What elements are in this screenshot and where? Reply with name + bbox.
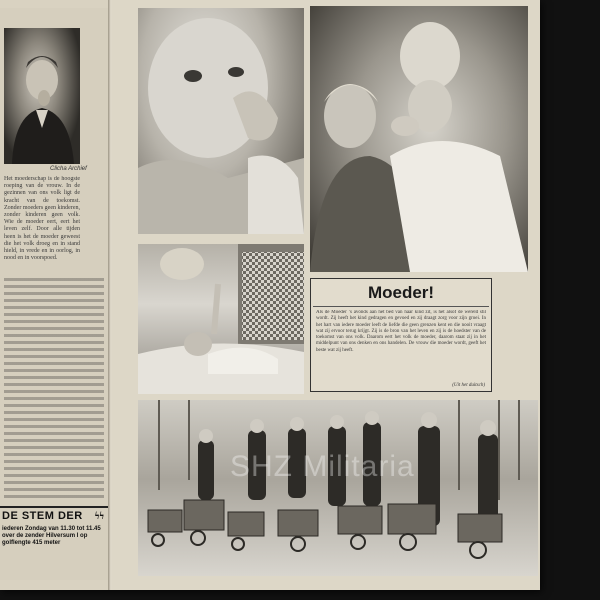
man-portrait-figure xyxy=(4,28,80,164)
mother-children-photo xyxy=(310,6,528,272)
left-page xyxy=(0,8,112,580)
watermark: SHZ Militaria xyxy=(230,450,415,483)
title-rule xyxy=(313,306,489,307)
left-text-column-lower xyxy=(4,278,104,502)
article-signature: (Uit het duitsch) xyxy=(452,383,485,388)
banner-subtitle: iederen Zondag van 11.30 tot 11.45 over de zender Hilversum I op golflengte 415 meter xyxy=(2,526,101,546)
banner-title: DE STEM DER xyxy=(2,510,83,522)
article-body: Als de Moeder ’s avonds aan het bed van haar kind zit, is het alsof de wereld stil wordt. Zij heeft het kind gedragen en gevoed en zij draagt zorg voor zijn groei. In het hart van iedere moeder leeft de liefde die geen grenzen kent en die nooit vraagt wat zij ervoor terug krijgt. Zij is de bron van het leven en zij is de hoedster van de toekomst van ons volk. Daarom eert het volk de moeder, daarom staat zij in het middelpunt van ons denken en ons handelen. De vrouw die moeder wordt, geeft het beste wat zij heeft. xyxy=(316,310,486,353)
bed-scene-figure xyxy=(138,244,304,394)
right-page xyxy=(112,0,540,590)
mother-figure xyxy=(310,6,528,272)
portrait-photo xyxy=(4,28,80,164)
baby-closeup-photo xyxy=(138,8,304,234)
article-box xyxy=(310,278,492,392)
article-title: Moeder! xyxy=(367,283,435,302)
radio-banner xyxy=(0,506,108,552)
child-in-bed-photo xyxy=(138,244,304,394)
left-article-text: Het moederschap is de hoogste roeping van de vrouw. In de gezinnen van ons volk ligt de kracht van de toekomst. Zonder moeders geen kinderen, zonder kinderen geen volk. Wie de moeder eert, eert het leven zelf. Door alle tijden heen is het de moeder geweest die het volk droeg en in stand hield, in vrede en in oorlog, in nood en in voorspoed. xyxy=(4,176,80,262)
women-with-prams-photo xyxy=(138,400,538,576)
prams-scene-figure xyxy=(138,400,538,576)
ss-symbol: ϟϟ xyxy=(94,511,104,522)
portrait-caption: Clicha Archief xyxy=(50,166,87,172)
baby-figure xyxy=(138,8,304,234)
